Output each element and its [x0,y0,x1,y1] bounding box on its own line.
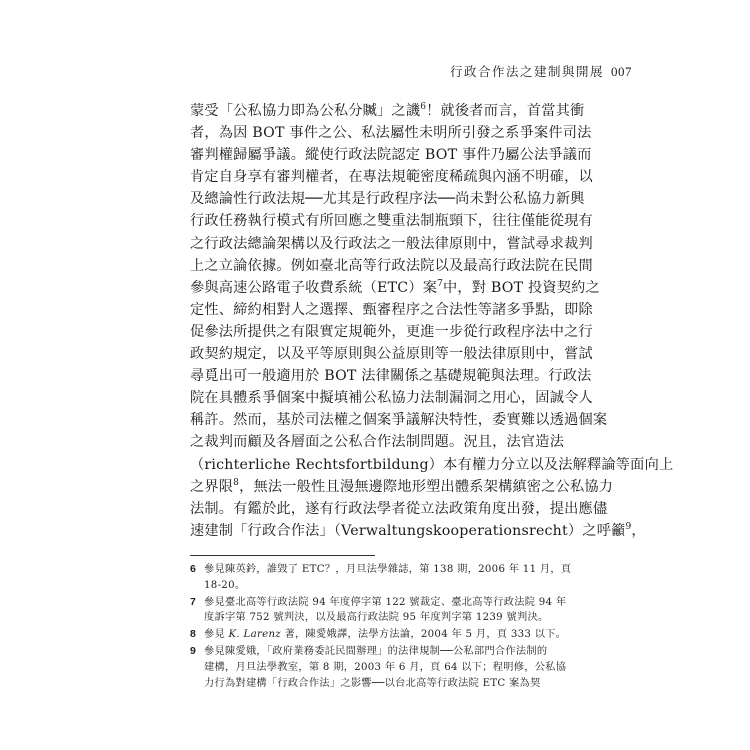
footnote-line: 參見 K. Larenz 著，陳愛娥譯，法學方法論，2004 年 5 月，頁 333 以下。 [204,629,567,641]
author-name: K. Larenz [228,629,281,641]
footnote-number: 6 [190,563,197,575]
text-line [190,476,614,498]
footnote-ref[interactable]: 8 [233,477,240,488]
text-line [190,144,592,166]
running-header [450,62,632,80]
footnotes [190,562,572,691]
footnote-line: 建構，月旦法學教室，第 8 期，2003 年 6 月，頁 64 以下；程明修，公私協 [204,661,567,673]
text-line [190,343,593,365]
text-line [190,210,593,232]
text-line [190,454,674,476]
text-line [190,498,608,520]
footnote-line: 參見陳愛娥，「政府業務委託民間辦理」的法律規制──公私部門合作法制的 [204,645,548,657]
footnote [190,644,567,691]
text-segment: 行政任務執行模式有所回應之雙重法制瓶頸下，往往僅能從現有 [190,213,593,230]
footnote [190,595,567,627]
footnote-line: 18-20。 [204,579,246,591]
text-segment: 速建制「行政合作法」（Verwaltungskooperationsrecht）之呼籲 [190,522,626,539]
text-segment: 政契約規定，以及平等原則與公益原則等一般法律原則中，嘗試 [190,346,593,363]
text-line [190,387,593,409]
text-segment: 尋覓出可一般適用於 BOT 法律關係之基礎規範與法理。行政法 [190,368,592,385]
text-segment: 審判權歸屬爭議。縱使行政法院認定 BOT 事件乃屬公法爭議而 [190,147,592,164]
text-segment: 之行政法總論架構以及行政法之一般法律原則中，嘗試尋求裁判 [190,235,593,252]
footnote-number: 8 [190,628,197,641]
text-line [190,431,564,453]
text-segment: 定性、締約相對人之選擇、甄審程序之合法性等諸多爭點，即除 [190,301,593,318]
footnote-number: 7 [190,595,197,608]
page-number: 007 [611,64,632,79]
footnote-line: 參見臺北高等行政法院 94 年度停字第 122 號裁定、臺北高等行政法院 94 年 [204,596,567,608]
text-line [190,409,608,431]
footnote [190,627,567,643]
text-line [190,255,593,277]
text-line [190,122,592,144]
footnote-ref[interactable]: 9 [625,521,632,532]
text-segment: 法制。有鑑於此，遂有行政法學者從立法政策角度出發，提出應儘 [190,500,608,517]
text-segment: 院在具體系爭個案中擬填補公私協力法制漏洞之用心，固誠令人 [190,390,593,407]
footnote-ref[interactable]: 6 [420,102,427,112]
footnote-line: 力行為對建構「行政合作法」之影響──以台北高等行政法院 ETC 案為契 [204,677,541,689]
text-line [190,520,646,542]
text-line [190,299,593,321]
text-segment: ，無法一般性且漫無邊際地形塑出體系架構縝密之公私協力 [239,478,614,495]
footnote-line: 度訴字第 752 號判決，以及最高行政法院 95 年度判字第 1239 號判決。 [204,612,549,624]
footnote-line: 參見陳英鈐，誰毀了 ETC？，月旦法學雜誌，第 138 期，2006 年 11 月，頁 [204,564,572,575]
text-segment: 及總論性行政法規──尤其是行政程序法──尚未對公私協力新興 [190,191,585,208]
text-segment: （richterliche Rechtsfortbildung）本有權力分立以及法解釋論等面向上 [190,456,674,473]
text-segment: 促參法所提供之有限實定規範外，更進一步從行政程序法中之行 [190,323,593,340]
text-segment: 上之立論依據。例如臺北高等行政法院以及最高行政法院在民間 [190,257,593,274]
text-line [190,277,600,299]
text-segment: 者，為因 BOT 事件之公、私法屬性未明所引發之系爭案件司法 [190,125,592,142]
text-segment: 之裁判而顧及各層面之公私合作法制問題。況且，法官造法 [190,434,565,451]
header-title: 行政合作法之建制與開展 [449,64,604,79]
footnote [190,562,572,594]
body-text [190,100,674,542]
text-segment: ！就後者而言，首當其衝 [426,103,585,119]
text-segment: 之界限 [190,478,234,495]
text-line [190,166,593,188]
text-segment: 肯定自身享有審判權者，在專法規範密度稀疏與內涵不明確，以 [190,169,593,186]
footnote-divider [190,555,375,556]
footnote-ref[interactable]: 7 [437,278,444,289]
text-segment: 中，對 BOT 投資契約之 [443,279,600,296]
text-segment: ， [631,522,646,539]
text-line [190,233,593,255]
text-line [190,321,593,343]
text-segment: 蒙受「公私協力即為公私分贓」之譏 [190,103,421,119]
text-segment: 參與高速公路電子收費系統（ETC）案 [190,279,438,296]
text-line [190,100,585,122]
footnote-number: 9 [190,644,197,657]
text-line [190,365,592,387]
text-line [190,188,585,210]
text-segment: 稱許。然而，基於司法權之個案爭議解決特性，委實難以透過個案 [190,412,608,429]
